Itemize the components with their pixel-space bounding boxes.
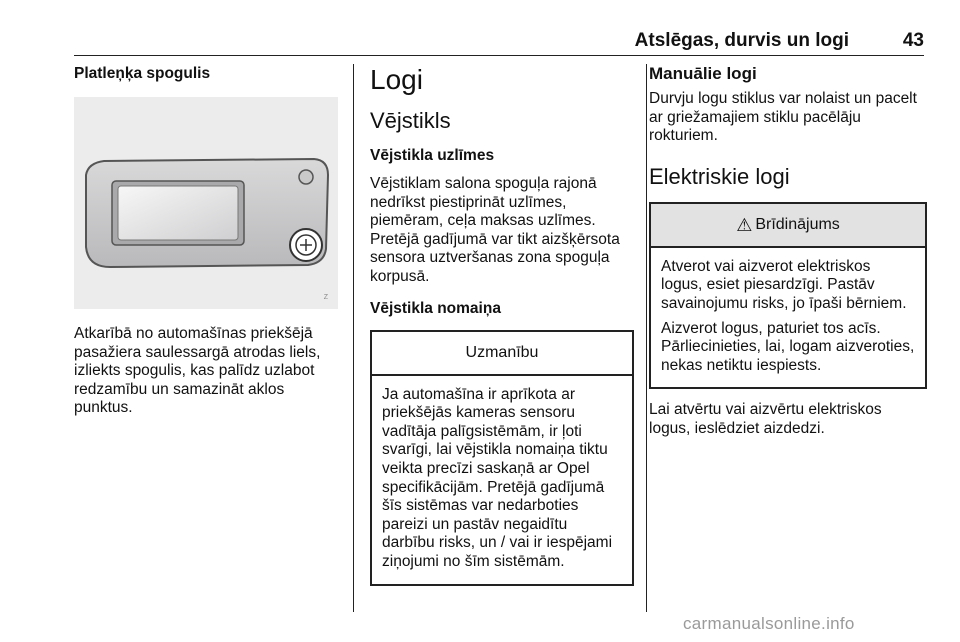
watermark: carmanualsonline.info — [683, 614, 855, 633]
column-divider-left — [353, 64, 354, 612]
body-paragraph: Atkarībā no automašīnas priekšējā pasažiera saulessargā atrodas liels, izliekts spogulis, kas palīdz uzlabot redzamību un samazināt aklos punktus. — [74, 325, 321, 417]
warning-paragraph: Atverot vai aizverot elektriskos logus, esiet piesardzīgi. Pastāv savainojumu risks, jo īpaši bērniem. — [661, 257, 907, 312]
warning-triangle-icon: ⚠ — [736, 214, 753, 235]
subsection-heading: Vējstikla uzlīmes — [370, 147, 495, 164]
sun-visor-figure — [74, 97, 338, 309]
page-number: 43 — [902, 30, 924, 51]
warning-box — [649, 202, 927, 390]
body-paragraph: Lai atvērtu vai aizvērtu elektriskos logus, ieslēdziet aizdedzi. — [649, 401, 882, 437]
sun-visor-illustration — [74, 97, 338, 309]
middle-column — [370, 64, 634, 586]
section-title: Vējstikls — [370, 108, 451, 133]
subsection-heading: Vējstikla nomaiņa — [370, 299, 501, 317]
right-column — [649, 64, 927, 439]
warning-header — [651, 204, 925, 248]
header-rule — [74, 55, 924, 56]
caution-title: Uzmanību — [372, 332, 632, 376]
section-heading: Platleņķa spogulis — [74, 65, 211, 82]
figure-code: Z — [323, 294, 328, 301]
section-heading: Manuālie logi — [649, 64, 757, 83]
body-paragraph: Vējstiklam salona spoguļa rajonā nedrīkst piestiprināt uzlīmes, piemēram, ceļa maksas uzlīmes. Pretējā gadījumā var tikt aizšķērsota sensora uztveršanas zona spoguļa korpusā. — [370, 175, 620, 285]
body-paragraph: Durvju logu stiklus var nolaist un pacelt ar griežamajiem stiklu pacēlāju rokturiem. — [649, 90, 917, 145]
warning-paragraph: Aizverot logus, paturiet tos acīs. Pārliecinieties, lai, logam aizveroties, nekas netiktu iespiests. — [661, 319, 915, 374]
mirror-glass — [118, 186, 238, 240]
left-column — [74, 64, 338, 418]
warning-title: Brīdinājums — [755, 215, 840, 233]
section-title: Elektriskie logi — [649, 163, 790, 189]
chapter-title: Logi — [370, 64, 423, 95]
caution-box — [370, 330, 634, 586]
visor-clip — [299, 170, 313, 184]
caution-text: Ja automašīna ir aprīkota ar priekšējās kameras sensoru vadītāja palīgsistēmām, ir ļoti svarīgi, lai vējstikla nomaiņa tiktu veikta precīzi saskaņā ar Opel specifikācijām. Pretējā gadījumā šīs sistēmas var nedarboties pareizi un pastāv negaidītu darbību risks, un / vai ir iespējami ziņojumi no šīm sistēmām. — [382, 385, 613, 570]
column-divider-right — [646, 64, 647, 612]
running-header-title: Atslēgas, durvis un logi — [634, 30, 849, 51]
